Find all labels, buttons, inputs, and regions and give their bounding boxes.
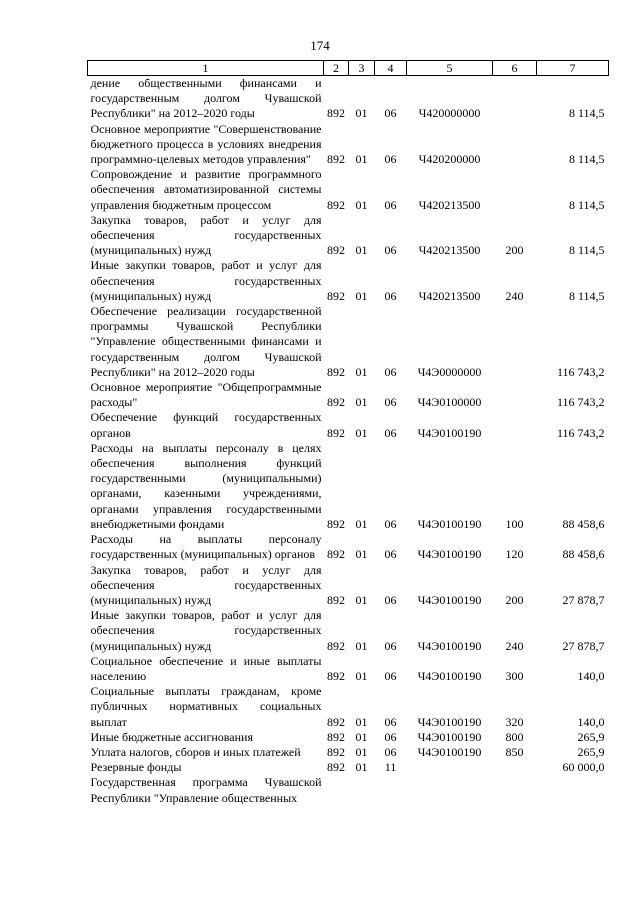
row-code-expense-type <box>493 760 537 775</box>
row-code-ministry: 892 <box>327 288 345 303</box>
row-code-expense-type <box>493 380 537 410</box>
row-code-subsection: 11 <box>384 760 397 775</box>
row-code-target: Ч420200000 <box>418 152 481 167</box>
row-code-subsection: 06 <box>384 243 397 258</box>
row-amount: 140,0 <box>577 714 605 729</box>
row-code-target: Ч4Э0100190 <box>417 638 482 653</box>
row-code-expense-type: 800 <box>505 729 524 744</box>
row-name: Уплата налогов, сборов и иных платежей <box>90 744 301 759</box>
row-code-ministry: 892 <box>327 668 345 683</box>
row-amount: 265,9 <box>577 729 605 744</box>
row-code-subsection: 06 <box>384 197 397 212</box>
row-name: Иные закупки товаров, работ и услуг для обеспечения государственных (муниципальных) нужд <box>90 608 322 653</box>
row-name: Основное мероприятие "Общепрограммные расходы" <box>90 380 322 410</box>
row-code-target: Ч4Э0100190 <box>417 592 482 607</box>
row-code-expense-type: 100 <box>505 516 524 531</box>
row-code-target: Ч4Э0100190 <box>417 547 482 562</box>
row-code-expense-type: 320 <box>505 714 524 729</box>
row-code-target: Ч420213500 <box>418 243 481 258</box>
row-amount: 116 743,2 <box>556 395 605 410</box>
column-header: 6 <box>493 61 537 76</box>
row-code-target: Ч420213500 <box>418 288 481 303</box>
column-header: 1 <box>88 61 324 76</box>
row-code-subsection: 06 <box>384 152 397 167</box>
page-number: 174 <box>310 38 330 53</box>
row-code-ministry <box>324 775 349 805</box>
row-code-ministry: 892 <box>327 243 345 258</box>
row-name: Основное мероприятие "Совершенствование бюджетного процесса в условиях внедрения программно-целевых методов управления" <box>90 121 322 167</box>
row-code-expense-type <box>493 167 537 213</box>
row-code-ministry: 892 <box>327 516 345 531</box>
row-code-expense-type: 200 <box>505 243 524 258</box>
row-code-ministry: 892 <box>327 197 345 212</box>
row-amount: 8 114,5 <box>568 152 605 167</box>
row-name: Расходы на выплаты персоналу в целях обеспечения выполнения функций государственными (муниципальными) органами, казенными учреждениями, органами управления государственными внебюджетными фондами <box>90 440 322 531</box>
row-code-ministry: 892 <box>327 638 345 653</box>
row-name: Иные бюджетные ассигнования <box>90 729 253 744</box>
row-amount: 27 878,7 <box>562 638 605 653</box>
row-code-section: 01 <box>355 152 368 167</box>
row-code-ministry: 892 <box>327 714 345 729</box>
table-row <box>88 76 609 122</box>
row-code-section: 01 <box>355 744 368 759</box>
row-code-expense-type <box>493 76 537 122</box>
row-code-expense-type <box>493 122 537 168</box>
row-code-target: Ч420213500 <box>418 197 481 212</box>
row-code-subsection: 06 <box>384 395 397 410</box>
row-code-section: 01 <box>355 364 368 379</box>
table-row <box>88 258 609 304</box>
row-name: Сопровождение и развитие программного обеспечения автоматизированной системы управления бюджетным процессом <box>90 167 322 212</box>
row-code-section: 01 <box>355 425 368 440</box>
row-code-section: 01 <box>355 547 368 562</box>
table-row <box>88 745 609 760</box>
row-amount: 8 114,5 <box>568 106 605 121</box>
column-header: 4 <box>375 61 407 76</box>
row-amount: 8 114,5 <box>568 288 605 303</box>
row-amount: 88 458,6 <box>562 547 605 562</box>
row-amount: 265,9 <box>577 744 605 759</box>
row-name: Закупка товаров, работ и услуг для обеспечения государственных (муниципальных) нужд <box>90 562 322 607</box>
table-row <box>88 213 609 259</box>
row-code-target: Ч4Э0100190 <box>417 516 482 531</box>
table-row <box>88 684 609 730</box>
row-name: Социальные выплаты гражданам, кроме публичных нормативных социальных выплат <box>90 684 322 729</box>
row-code-section: 01 <box>355 243 368 258</box>
row-code-section: 01 <box>355 395 368 410</box>
row-amount <box>537 775 609 805</box>
row-code-subsection: 06 <box>384 744 397 759</box>
row-code-ministry: 892 <box>327 760 345 775</box>
row-code-expense-type <box>493 410 537 440</box>
row-name: Обеспечение реализации государственной программы Чувашской Республики "Управление общественными финансами и государственным долгом Чувашской Республики" на 2012–2020 годы <box>90 304 322 379</box>
row-code-target <box>407 760 493 775</box>
row-code-subsection: 06 <box>384 592 397 607</box>
row-code-ministry: 892 <box>327 395 345 410</box>
row-amount: 116 743,2 <box>556 364 605 379</box>
row-code-target: Ч4Э0100190 <box>417 729 482 744</box>
row-code-expense-type <box>493 775 537 805</box>
row-name: Обеспечение функций государственных органов <box>90 410 322 440</box>
row-code-target: Ч420000000 <box>418 106 481 121</box>
row-code-subsection: 06 <box>384 106 397 121</box>
row-code-expense-type: 120 <box>505 547 524 562</box>
row-code-section: 01 <box>355 668 368 683</box>
row-code-section: 01 <box>355 729 368 744</box>
column-header: 7 <box>537 61 609 76</box>
table-row <box>88 410 609 440</box>
row-code-target: Ч4Э0100000 <box>417 395 482 410</box>
row-code-target: Ч4Э0100190 <box>417 668 482 683</box>
table-row <box>88 760 609 775</box>
row-code-section <box>349 775 375 805</box>
row-code-section: 01 <box>355 760 368 775</box>
row-code-subsection: 06 <box>384 425 397 440</box>
row-code-expense-type: 240 <box>505 288 524 303</box>
row-amount: 116 743,2 <box>556 425 605 440</box>
column-header: 5 <box>407 61 493 76</box>
table-row <box>88 167 609 213</box>
row-amount: 8 114,5 <box>568 197 605 212</box>
row-code-expense-type: 850 <box>505 744 524 759</box>
row-code-ministry: 892 <box>327 729 345 744</box>
table-body <box>88 76 609 806</box>
row-code-ministry: 892 <box>327 364 345 379</box>
row-amount: 60 000,0 <box>562 760 605 775</box>
row-code-section: 01 <box>355 516 368 531</box>
row-code-ministry: 892 <box>327 744 345 759</box>
row-code-section: 01 <box>355 638 368 653</box>
row-code-subsection: 06 <box>384 516 397 531</box>
table-row <box>88 380 609 410</box>
table-row <box>88 122 609 168</box>
row-code-subsection: 06 <box>384 714 397 729</box>
row-code-target: Ч4Э0000000 <box>417 364 482 379</box>
row-code-expense-type: 240 <box>505 638 524 653</box>
row-code-section: 01 <box>355 106 368 121</box>
row-code-subsection: 06 <box>384 288 397 303</box>
row-name: Социальное обеспечение и иные выплаты населению <box>90 653 322 683</box>
row-code-subsection <box>375 775 407 805</box>
table-row <box>88 775 609 805</box>
column-header: 2 <box>324 61 349 76</box>
row-amount: 8 114,5 <box>568 243 605 258</box>
table-row <box>88 730 609 745</box>
row-code-ministry: 892 <box>327 547 345 562</box>
row-code-target: Ч4Э0100190 <box>417 744 482 759</box>
header-row <box>88 61 609 76</box>
row-code-target: Ч4Э0100190 <box>417 425 482 440</box>
row-name: Государственная программа Чувашской Республики "Управление общественных <box>90 775 322 805</box>
row-name: Резервные фонды <box>90 760 182 775</box>
row-code-section: 01 <box>355 197 368 212</box>
row-code-section: 01 <box>355 288 368 303</box>
row-code-subsection: 06 <box>384 729 397 744</box>
row-name: Закупка товаров, работ и услуг для обеспечения государственных (муниципальных) нужд <box>90 212 322 258</box>
row-code-section: 01 <box>355 714 368 729</box>
row-code-ministry: 892 <box>327 152 345 167</box>
row-code-target <box>407 775 493 805</box>
row-name: дение общественными финансами и государственным долгом Чувашской Республики" на 2012–2020 годы <box>90 76 322 121</box>
column-header: 3 <box>349 61 375 76</box>
table-row <box>88 608 609 654</box>
row-code-target: Ч4Э0100190 <box>417 714 482 729</box>
row-code-expense-type: 300 <box>505 668 524 683</box>
row-code-ministry: 892 <box>327 106 345 121</box>
row-code-ministry: 892 <box>327 425 345 440</box>
row-code-expense-type <box>493 304 537 380</box>
row-name: Иные закупки товаров, работ и услуг для обеспечения государственных (муниципальных) нужд <box>90 258 322 303</box>
row-code-expense-type: 200 <box>505 592 524 607</box>
row-amount: 88 458,6 <box>562 516 605 531</box>
row-code-subsection: 06 <box>384 364 397 379</box>
row-code-section: 01 <box>355 592 368 607</box>
row-name: Расходы на выплаты персоналу государственных (муниципальных) органов <box>90 532 322 562</box>
row-amount: 27 878,7 <box>562 592 605 607</box>
row-code-subsection: 06 <box>384 668 397 683</box>
row-code-ministry: 892 <box>327 592 345 607</box>
row-amount: 140,0 <box>577 668 605 683</box>
row-code-subsection: 06 <box>384 638 397 653</box>
table-row <box>88 532 609 562</box>
table-row <box>88 654 609 684</box>
table-row <box>88 304 609 380</box>
table-row <box>88 441 609 532</box>
budget-table <box>87 60 609 806</box>
table-row <box>88 563 609 609</box>
row-code-subsection: 06 <box>384 547 397 562</box>
